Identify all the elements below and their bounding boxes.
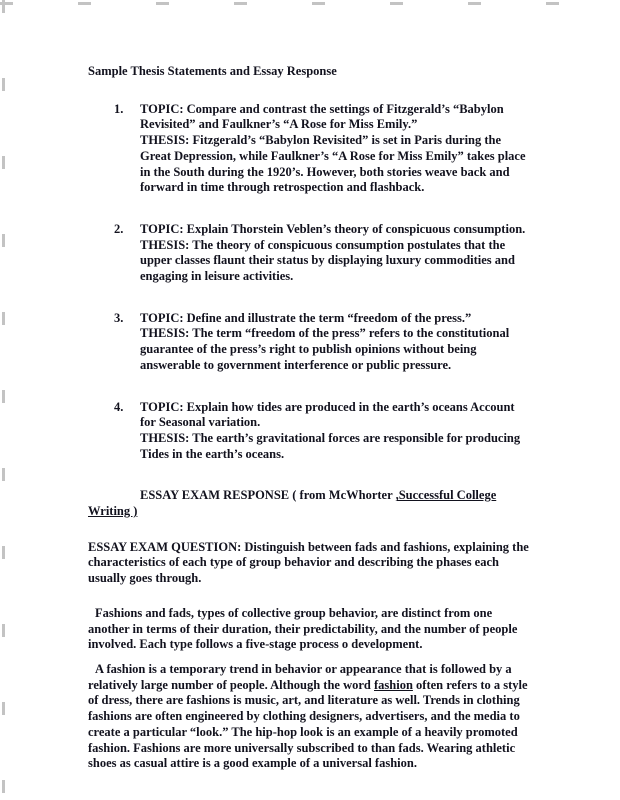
topic-text: Compare and contrast the settings of Fitzgerald’s “Babylon Revisited” and Faulkner’s “A Rose for Miss Emily.”: [140, 101, 504, 132]
topic-item-3: [88, 311, 532, 374]
paragraph-fads-and-fashions: Fashions and fads, types of collective group behavior, are distinct from one another in terms of their duration, their predictability, and the number of people involved. Each type follows a five-stage process o development.: [88, 605, 518, 652]
thesis-text: The term “freedom of the press” refers to the constitutional guarantee of the press’s right to publish opinions without being answerable to government interference or public pressure.: [140, 326, 510, 372]
item-number: 1.: [114, 101, 124, 116]
thesis-label: THESIS:: [140, 326, 190, 341]
topic-item-1: [88, 102, 532, 196]
page-border-top-dashes: [0, 2, 620, 5]
topic-line: [140, 311, 532, 327]
topic-line: [140, 222, 532, 238]
thesis-text: Fitzgerald’s “Babylon Revisited” is set in Paris during the Great Depression, while Faulkner’s “A Rose for Miss Emily” takes place in the South during the 1920’s. However, both stories weave back and forward in time through retrospection and flashback.: [140, 133, 526, 195]
thesis-line: [140, 431, 532, 462]
thesis-text: The theory of conspicuous consumption postulates that the upper classes flaunt their status by displaying luxury commodities and engaging in leisure activities.: [140, 237, 515, 284]
response-heading-text: ESSAY EXAM RESPONSE ( from McWhorter: [140, 488, 396, 503]
paragraph-fashion-definition: [88, 662, 532, 772]
topic-label: TOPIC:: [140, 101, 184, 116]
thesis-label: THESIS:: [140, 237, 190, 252]
response-heading-book-title: ,Successful College: [395, 488, 497, 503]
document-content: [88, 64, 532, 781]
thesis-label: THESIS:: [140, 133, 190, 148]
thesis-line: [140, 133, 532, 196]
topic-item-2: [88, 222, 532, 285]
item-number: 2.: [114, 221, 124, 236]
topic-label: TOPIC:: [140, 221, 184, 236]
response-heading-book-title-wrap: Writing ): [88, 504, 138, 519]
underlined-word-fashion: fashion: [374, 677, 413, 692]
essay-exam-question-label: ESSAY EXAM QUESTION:: [88, 539, 242, 554]
essay-exam-question: [88, 540, 532, 587]
topic-line: [140, 400, 532, 431]
topic-item-4: [88, 400, 532, 463]
item-number: 3.: [114, 310, 124, 325]
page-title: Sample Thesis Statements and Essay Response: [88, 64, 337, 78]
essay-exam-response-heading: [88, 488, 532, 519]
topic-text: Explain Thorstein Veblen’s theory of conspicuous consumption.: [186, 221, 526, 236]
paragraph-text-after: often refers to a style of dress, there are fashions is music, art, and literature as well. Trends in clothing fashions are often engineered by clothing designers, advertisers, and the media to create a particular “look.” The hip-hop look is an example of a heavily promoted fashion. Fashions are more universally subscribed to than fads. Wearing athletic shoes as casual attire is a good example of a universal fashion.: [88, 677, 528, 771]
topic-label: TOPIC:: [140, 399, 184, 414]
topic-label: TOPIC:: [140, 310, 184, 325]
thesis-text: The earth’s gravitational forces are responsible for producing Tides in the earth’s oceans.: [140, 430, 521, 461]
topic-list: [88, 102, 532, 463]
thesis-line: [140, 238, 532, 285]
essay-exam-question-text: Distinguish between fads and fashions, explaining the characteristics of each type of group behavior and describing the phases each usually goes through.: [88, 539, 529, 586]
page-border-left-dashes: [2, 0, 5, 800]
topic-text: Explain how tides are produced in the earth’s oceans Account for Seasonal variation.: [140, 399, 515, 430]
topic-line: [140, 102, 532, 133]
item-number: 4.: [114, 399, 124, 414]
paragraph-text-before: A fashion is a temporary trend in behavior or appearance that is followed by a relatively large number of people. Although the word: [88, 661, 512, 692]
thesis-line: [140, 326, 532, 373]
thesis-label: THESIS:: [140, 430, 190, 445]
topic-text: Define and illustrate the term “freedom of the press.”: [186, 310, 472, 325]
